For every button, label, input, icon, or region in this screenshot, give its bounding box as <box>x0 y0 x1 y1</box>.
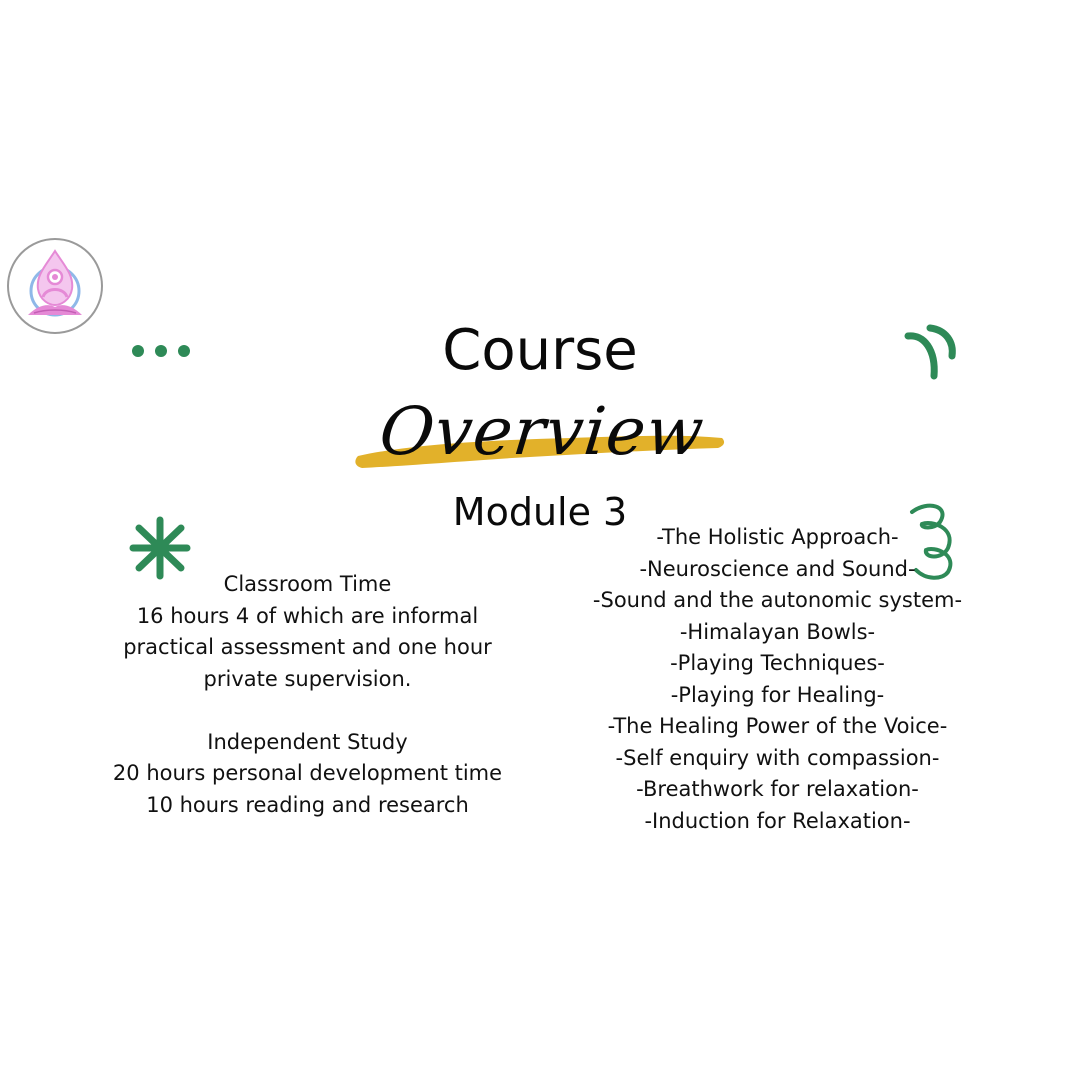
dots-icon <box>128 340 194 362</box>
study-heading: Independent Study <box>207 729 408 754</box>
module-subtitle: Module 3 <box>452 490 628 534</box>
topic-item: -Himalayan Bowls- <box>679 619 876 644</box>
overview-script-title: Overview <box>376 393 709 470</box>
topic-item: -Sound and the autonomic system- <box>592 588 963 612</box>
double-curve-icon <box>898 320 962 382</box>
classroom-heading: Classroom Time <box>223 572 392 596</box>
course-title: Course <box>442 318 638 383</box>
topic-item: -Breathwork for relaxation- <box>636 777 919 801</box>
classroom-detail: 16 hours 4 of which are informal practical assessment and one hour private supervision. <box>123 603 492 691</box>
topic-item: -The Healing Power of the Voice- <box>607 714 948 738</box>
topic-item: -Playing Techniques- <box>670 651 885 675</box>
topic-item: -Induction for Relaxation- <box>644 808 911 833</box>
topic-item: -Neuroscience and Sound- <box>639 556 916 581</box>
study-detail: 20 hours personal development time 10 hours reading and research <box>112 761 503 817</box>
meditation-figure-logo-icon <box>6 237 104 335</box>
topic-list <box>540 522 1015 837</box>
spacer <box>70 695 545 727</box>
topic-item: -Self enquiry with compassion- <box>615 745 940 770</box>
topic-item: -Playing for Healing- <box>670 682 885 707</box>
time-breakdown <box>70 569 545 821</box>
topic-item: -The Holistic Approach- <box>656 525 899 549</box>
